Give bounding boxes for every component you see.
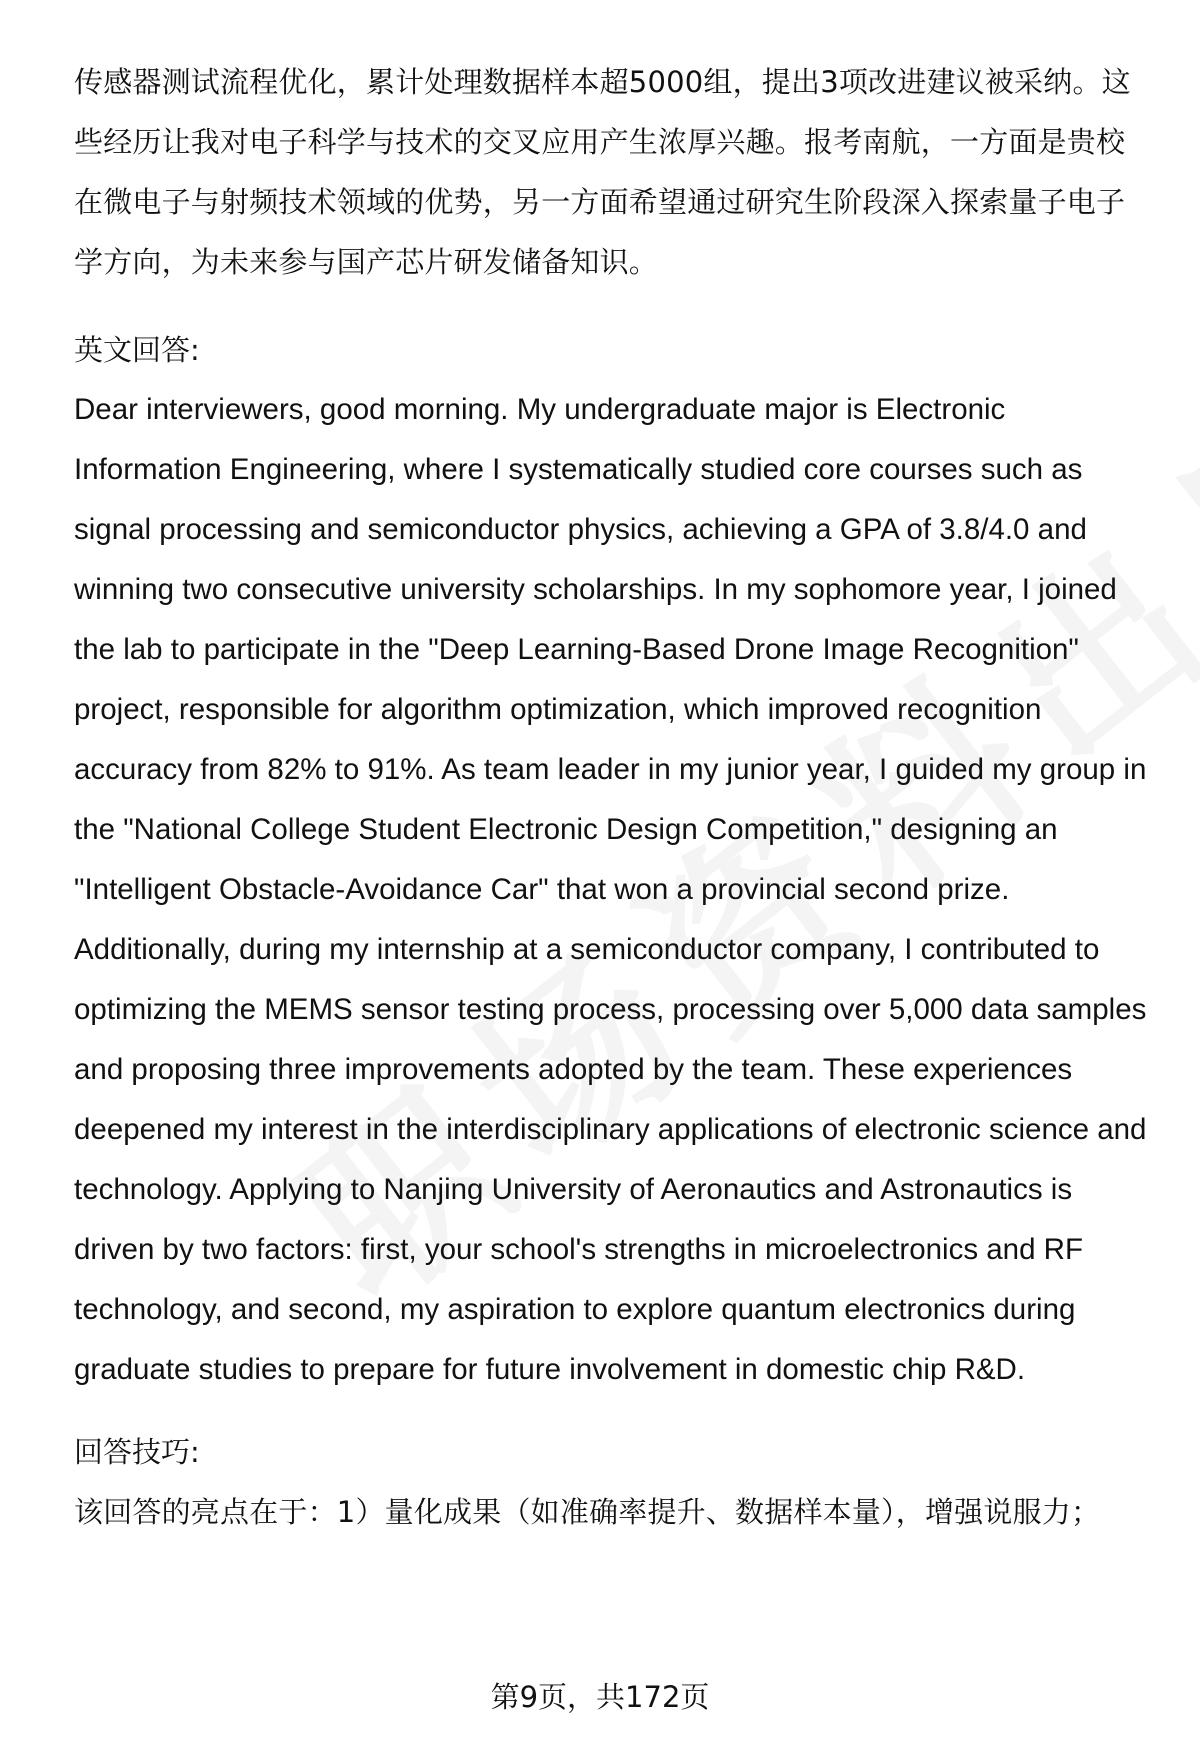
chinese-answer-paragraph: 传感器测试流程优化，累计处理数据样本超5000组，提出3项改进建议被采纳。这些经历让我对电子科学与技术的交叉应用产生浓厚兴趣。报考南航，一方面是贵校在微电子与射频技术领域的优势，另一方面希望通过研究生阶段深入探索量子电子学方向，为未来参与国产芯片研发储备知识。 — [74, 65, 1131, 279]
page-number-footer: 第9页，共172页 — [490, 1680, 710, 1714]
answer-tips-heading: 回答技巧: — [74, 1435, 200, 1469]
document-page — [74, 52, 1154, 1542]
english-answer-heading: 英文回答: — [74, 333, 200, 367]
english-answer-paragraph: Dear interviewers, good morning. My undergraduate major is Electronic Information Engineering, where I systematically studied core courses such as signal processing and semiconductor physics, achieving a GPA of 3.8/4.0 and winning two consecutive university scholarships. In my sophomore year, I joined the lab to participate in the "Deep Learning-Based Drone Image Recognition" project, responsible for algorithm optimization, which improved recognition accuracy from 82% to 91%. As team leader in my junior year, I guided my group in the "National College Student Electronic Design Competition," designing an "Intelligent Obstacle-Avoidance Car" that won a provincial second prize. Additionally, during my internship at a semiconductor company, I contributed to optimizing the MEMS sensor testing process, processing over 5,000 data samples and proposing three improvements adopted by the team. These experiences deepened my interest in the interdisciplinary applications of electronic science and technology. Applying to Nanjing University of Aeronautics and Astronautics is driven by two factors: first, your school's strengths in microelectronics and RF technology, and second, my aspiration to explore quantum electronics during graduate studies to prepare for future involvement in domestic chip R&D. — [74, 393, 1147, 1386]
answer-tips-paragraph: 该回答的亮点在于：1）量化成果（如准确率提升、数据样本量），增强说服力； — [74, 1495, 1101, 1529]
